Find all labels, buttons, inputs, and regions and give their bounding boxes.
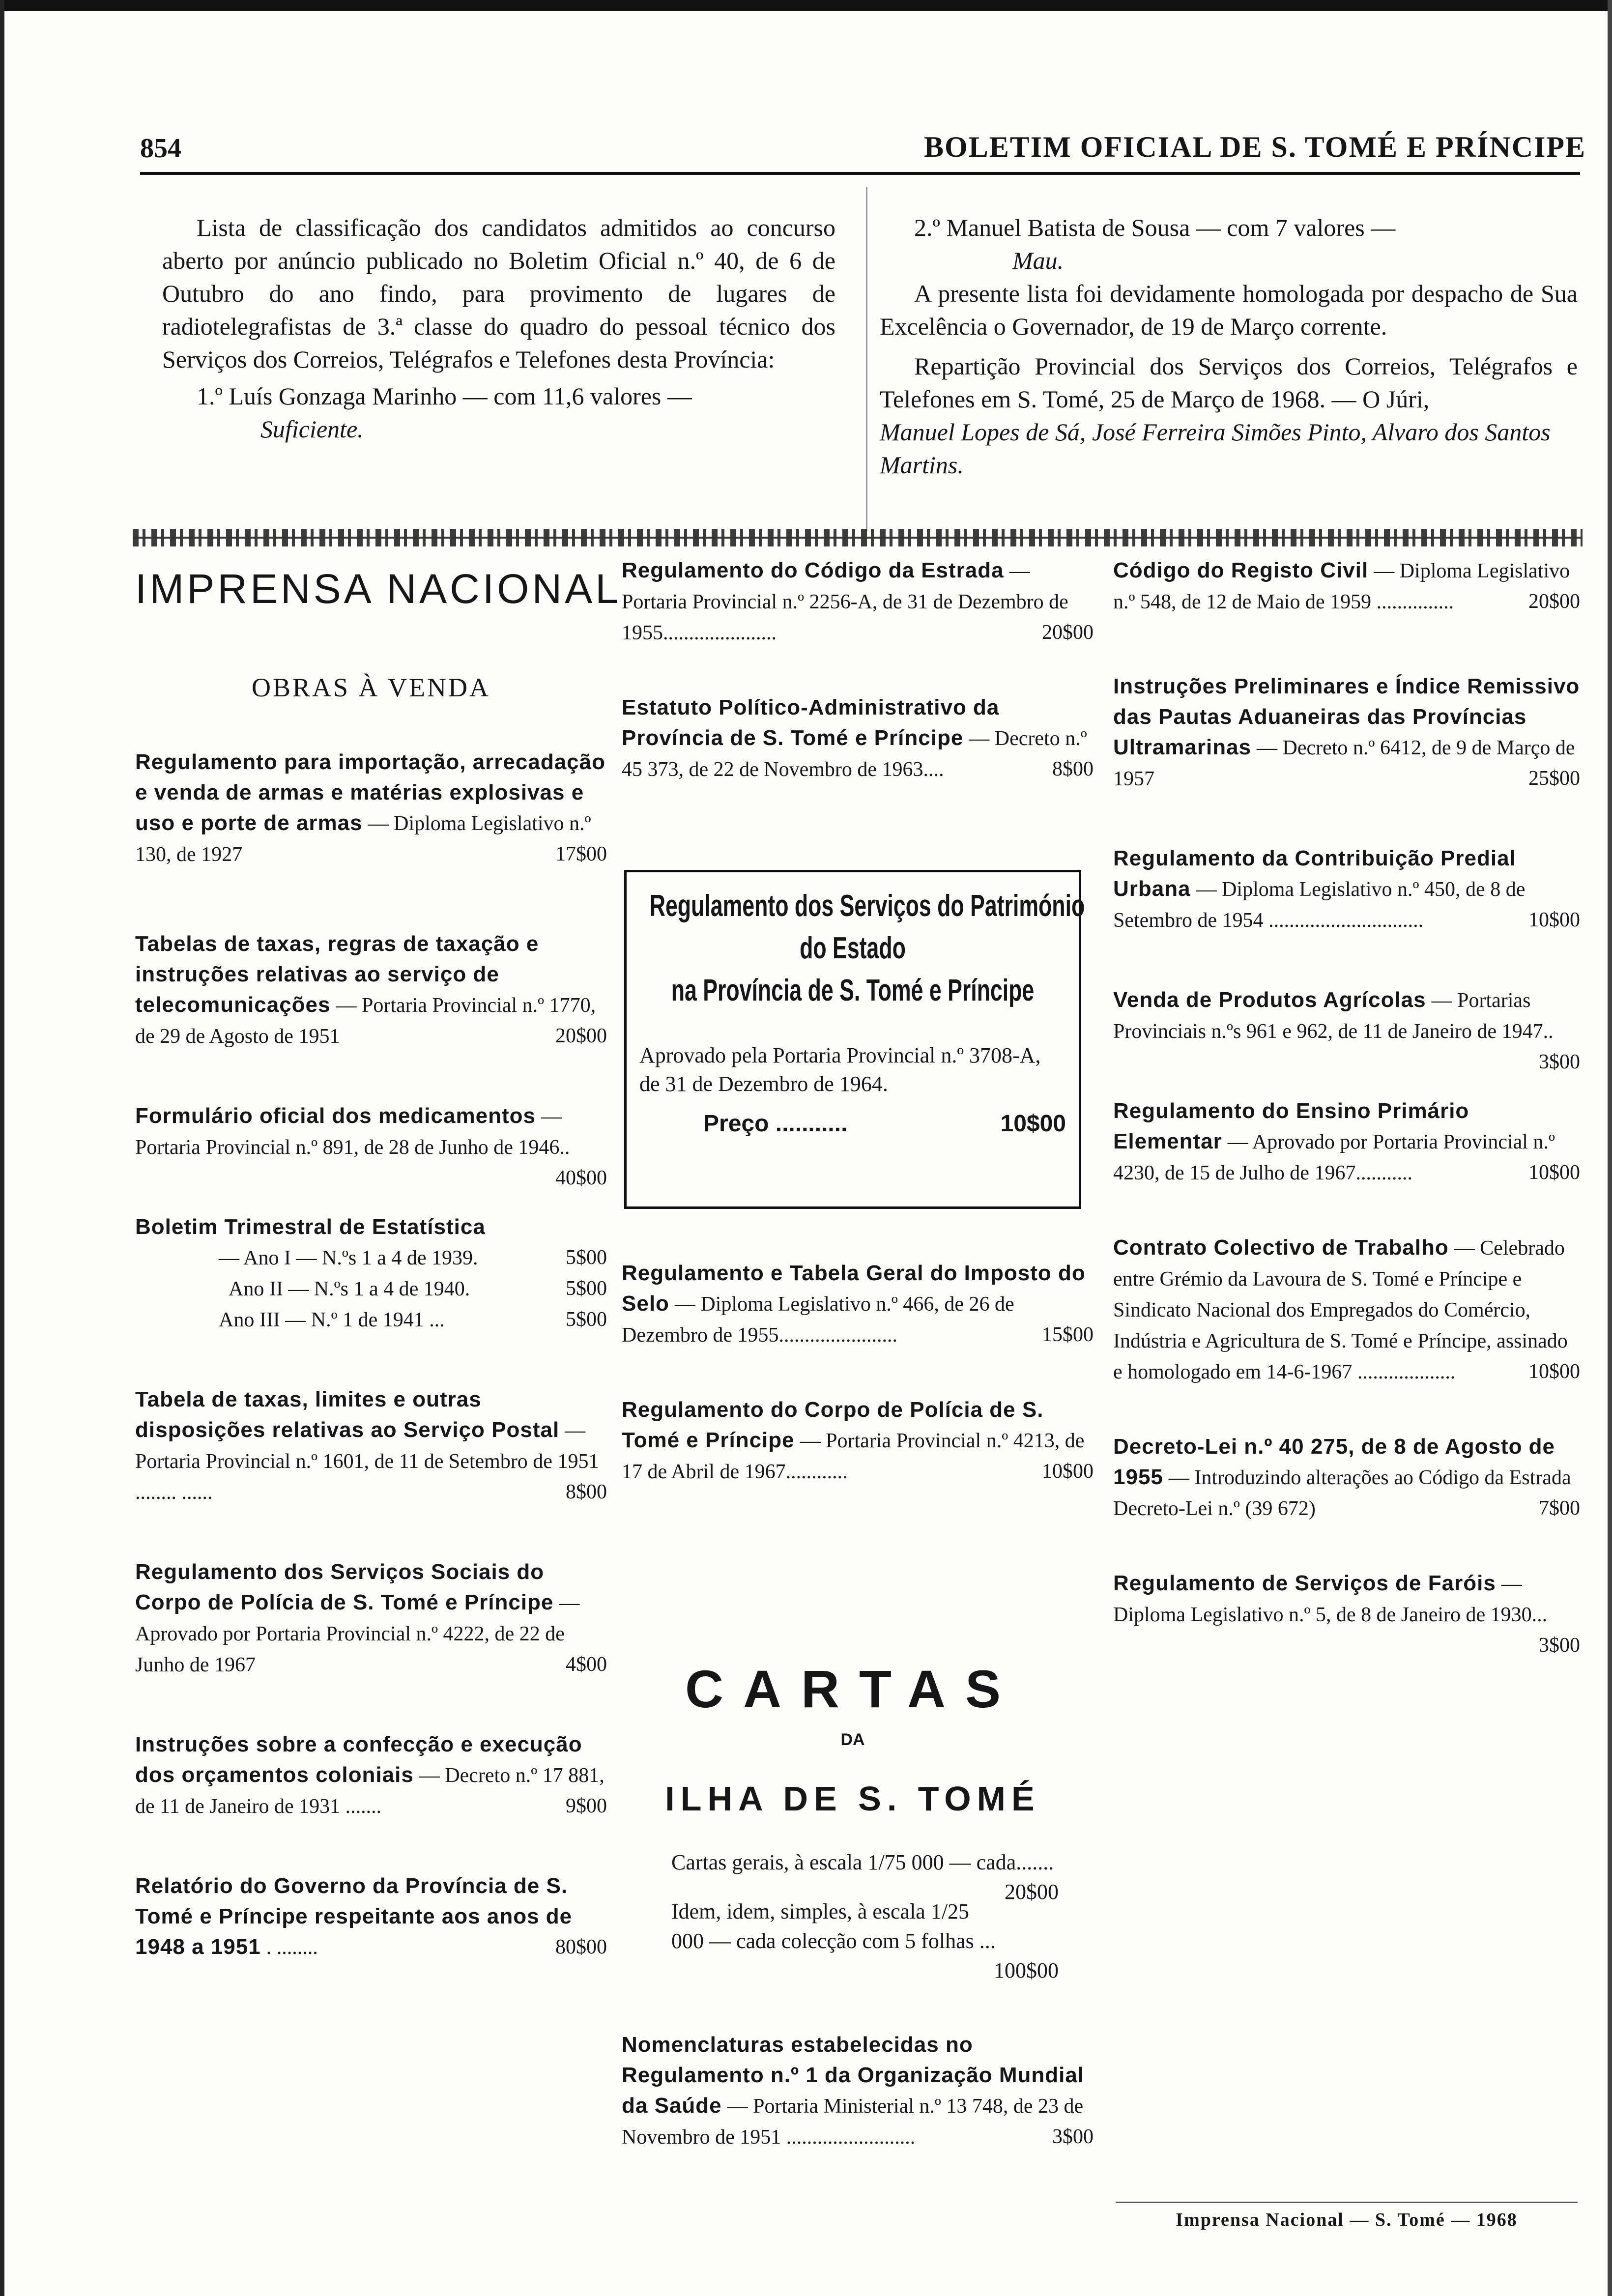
entry-detail: Ano III — N.º 1 de 1941 ... [219,1309,445,1331]
ornamental-rule [133,529,1583,546]
cartas-line-1 [671,1848,1059,1904]
price-value: 10$00 [1000,1111,1066,1137]
boletim-entry [135,1212,607,1335]
entry-title: Tabela de taxas, limites e outras disposições relativas ao Serviço Postal [135,1387,560,1442]
catalog-entry [135,1729,607,1822]
entry-title: Relatório do Governo da Província de S. Tomé e Príncipe respeitante aos anos de 1948 a 1951 [135,1874,573,1959]
catalog-entry [1113,1432,1580,1524]
patrimonio-price-row [639,1110,1066,1137]
catalog-entry [135,1557,607,1680]
cartas-line-2 [671,1897,1059,1982]
candidate-2-grade: Mau. [1012,247,1064,274]
entry-title: Formulário oficial dos medicamentos [135,1104,536,1128]
entry-title: Regulamento do Corpo de Polícia de S. Tomé e Príncipe [622,1398,1044,1452]
homologation-text: A presente lista foi devidamente homologada por despacho de Sua Excelência o Governador, de 19 de Março corrente. [880,280,1578,340]
catalog-entry [135,929,607,1052]
entry-title: Regulamento e Tabela Geral do Imposto do Selo [622,1261,1086,1316]
entry-detail: — Decreto n.º 17 881, de 11 de Janeiro de 1931 ....... [135,1764,604,1818]
entry-detail: — Decreto n.º 6412, de 9 de Março de 1957 [1113,737,1575,790]
imprensa-heading: IMPRENSA NACIONAL [135,566,621,612]
entry-detail: — Portarias Provinciais n.ºs 961 e 962, de 11 de Janeiro de 1947.. [1113,989,1554,1043]
page-frame-top [0,0,1612,11]
cartas-price-2: 100$00 [994,1958,1059,1982]
entry-title: Regulamento dos Serviços Sociais do Corpo de Polícia de S. Tomé e Príncipe [135,1560,554,1614]
entry-title: Regulamento para importação, arrecadação e venda de armas e matérias explosivas e uso e porte de armas [135,750,605,835]
entry-detail: — Portaria Provincial n.º 2256-A, de 31 de Dezembro de 1955...................... [622,560,1068,644]
imprint-footer: Imprensa Nacional — S. Tomé — 1968 [1176,2210,1518,2230]
cartas-subtitle: ILHA DE S. TOMÉ [665,1779,1040,1818]
entry-price: 40$00 [555,1167,607,1189]
footer-rule [1116,2202,1578,2203]
entry-detail: — Introduzindo alterações ao Código da Estrada Decreto-Lei n.º (39 672) [1113,1466,1571,1520]
notice-intro: Lista de classificação dos candidatos admitidos ao concurso aberto por anúncio publicado no Boletim Oficial n.º 40, de 6 de Outubro do ano findo, para provimento de lugares de radiotelegrafistas de 3.ª classe do quadro do pessoal técnico dos Serviços dos Correios, Telégrafos e Telefones desta Província: [162,214,835,373]
catalog-entry [622,555,1094,648]
entry-detail: — Aprovado por Portaria Provincial n.º 4222, de 22 de Junho de 1967 [135,1592,580,1676]
candidate-1: 1.º Luís Gonzaga Marinho — com 11,6 valores — [197,382,692,410]
entry-price: 5$00 [566,1277,607,1300]
patrimonio-text: Aprovado pela Portaria Provincial n.º 3708-A, de 31 de Dezembro de 1964. [639,1043,1041,1096]
entry-detail: Ano II — N.ºs 1 a 4 de 1940. [229,1278,470,1300]
patrimonio-ad-box [624,870,1085,1209]
entry-title: Instruções Preliminares e Índice Remissivo das Pautas Aduaneiras das Províncias Ultramarinas [1113,674,1580,759]
catalog-entry [622,1258,1094,1350]
entry-price: 5$00 [566,1246,607,1269]
entry-price: 17$00 [555,843,607,865]
cartas-title: CARTAS [685,1659,1020,1719]
column-divider [866,187,867,531]
cartas-line-1-text: Cartas gerais, à escala 1/75 000 — cada....... [671,1850,1054,1874]
entry-price: 10$00 [1528,1161,1580,1184]
catalog-entry [1113,985,1580,1073]
obras-subheading: OBRAS À VENDA [251,673,491,702]
entry-detail: — Portaria Ministerial n.º 13 748, de 23 de Novembro de 1951 ......................... [622,2095,1084,2149]
catalog-column-b-bottom [622,2030,1094,2152]
entry-detail: . ........ [266,1936,318,1959]
candidate-1-grade: Suficiente. [260,415,364,443]
page-frame-left [0,0,4,2296]
page-number: 854 [140,133,181,164]
entry-detail: — Aprovado por Portaria Provincial n.º 4230, de 15 de Julho de 1967........... [1113,1131,1555,1184]
entry-title: Regulamento do Código da Estrada [622,558,1004,582]
notice-right [880,211,1578,482]
cartas-line-2-text: Idem, idem, simples, à escala 1/25 000 — cada colecção com 5 folhas ... [671,1899,996,1953]
entry-detail: — Diploma Legislativo n.º 466, de 26 de Dezembro de 1955....................... [622,1293,1014,1347]
entry-title: Tabelas de taxas, regras de taxação e instruções relativas ao serviço de telecomunicações [135,932,539,1017]
entry-title: Decreto-Lei n.º 40 275, de 8 de Agosto de 1955 [1113,1435,1555,1489]
entry-price: 10$00 [1042,1460,1094,1483]
catalog-column-b-middle [622,1258,1094,1487]
entry-price: 20$00 [1042,621,1094,644]
catalog-entry [622,692,1094,785]
catalog-entry [622,1395,1094,1487]
catalog-entry [1113,671,1580,794]
entry-title: Regulamento da Contribuição Predial Urbana [1113,846,1516,901]
catalog-entry [135,1384,607,1508]
signatories: Manuel Lopes de Sá, José Ferreira Simões Pinto, Alvaro dos Santos Martins. [880,418,1551,479]
page-frame-right [1608,0,1612,2296]
catalog-entry [1113,843,1580,936]
entry-price: 7$00 [1539,1497,1580,1520]
catalog-entry [135,1101,607,1189]
catalog-entry [135,1871,607,1963]
cartas-da: DA [840,1730,865,1749]
entry-title: Boletim Trimestral de Estatística [135,1215,486,1239]
signature-line: Repartição Provincial dos Serviços dos Correios, Telégrafos e Telefones em S. Tomé, 25 de Março de 1968. — O Júri, [880,352,1578,413]
entry-title: Código do Registo Civil [1113,558,1369,582]
catalog-entry [1113,1568,1580,1657]
catalog-entry [135,747,607,870]
entry-detail: — Diploma Legislativo n.º 130, de 1927 [135,812,591,866]
entry-title: Venda de Produtos Agrícolas [1113,988,1426,1012]
entry-detail: — Celebrado entre Grémio da Lavoura de S. Tomé e Príncipe e Sindicato Nacional dos Empregados do Comércio, Indústria e Agricultura de S. Tomé e Príncipe, assinado e homologado em 14-6-1967 ................... [1113,1237,1568,1383]
running-title: BOLETIM OFICIAL DE S. TOMÉ E PRÍNCIPE [924,131,1586,163]
entry-price: 9$00 [566,1795,607,1817]
catalog-column-b [622,555,1094,785]
entry-price: 10$00 [1528,1360,1580,1383]
patrimonio-title-line3: na Província de S. Tomé e Príncipe [671,974,1035,1007]
catalog-entry [1113,1096,1580,1188]
entry-price: 80$00 [555,1936,607,1958]
entry-detail: — Portaria Provincial n.º 891, de 28 de Junho de 1946.. [135,1105,570,1159]
entry-price: 20$00 [555,1025,607,1047]
catalog-entry [622,2030,1094,2152]
entry-detail: — Portaria Provincial n.º 1601, de 11 de Setembro de 1951 ........ ...... [135,1419,599,1504]
entry-detail: — Portaria Provincial n.º 1770, de 29 de Agosto de 1951 [135,994,596,1048]
entry-detail: — Diploma Legislativo n.º 548, de 12 de Maio de 1959 ............... [1113,560,1570,613]
entry-price: 3$00 [1539,1634,1580,1657]
entry-title: Nomenclaturas estabelecidas no Regulamento n.º 1 da Organização Mundial da Saúde [622,2033,1085,2118]
entry-title: Instruções sobre a confecção e execução dos orçamentos coloniais [135,1732,582,1787]
entry-detail: — Decreto n.º 45 373, de 22 de Novembro de 1963.... [622,727,1087,781]
patrimonio-title-line1: Regulamento dos Serviços do Património [649,889,1085,923]
candidate-2: 2.º Manuel Batista de Sousa — com 7 valores — [914,214,1396,241]
entry-title: Estatuto Político-Administrativo da Província de S. Tomé e Príncipe [622,695,1000,750]
patrimonio-title-line2: do Estado [800,931,906,965]
entry-price: 3$00 [1539,1051,1580,1073]
entry-title: Regulamento de Serviços de Faróis [1113,1571,1496,1595]
catalog-column-c [1113,555,1580,1661]
entry-detail: — Diploma Legislativo n.º 5, de 8 de Janeiro de 1930... [1113,1573,1548,1626]
entry-price: 3$00 [1052,2125,1094,2148]
entry-price: 5$00 [566,1308,607,1331]
entry-detail: — Ano I — N.ºs 1 a 4 de 1939. [219,1247,478,1269]
entry-price: 10$00 [1528,909,1580,931]
catalog-entry [1113,1233,1580,1387]
catalog-column-a [135,555,621,1963]
header-rule [140,172,1580,175]
notice-left [162,211,835,446]
entry-price: 4$00 [566,1653,607,1676]
entry-price: 8$00 [566,1481,607,1503]
catalog-entry [1113,555,1580,617]
entry-price: 15$00 [1042,1323,1094,1346]
entry-title: Regulamento do Ensino Primário Elementar [1113,1099,1469,1153]
cartas-ad [624,1631,1081,1994]
price-label: Preço ........... [703,1111,848,1137]
cartas-price-1: 20$00 [1005,1880,1059,1904]
entry-detail: — Diploma Legislativo n.º 450, de 8 de Setembro de 1954 .............................. [1113,878,1526,932]
entry-price: 8$00 [1052,758,1094,780]
entry-detail: — Portaria Provincial n.º 4213, de 17 de Abril de 1967............ [622,1430,1085,1483]
entry-title: Contrato Colectivo de Trabalho [1113,1235,1449,1260]
entry-price: 20$00 [1528,590,1580,613]
entry-price: 25$00 [1528,767,1580,790]
